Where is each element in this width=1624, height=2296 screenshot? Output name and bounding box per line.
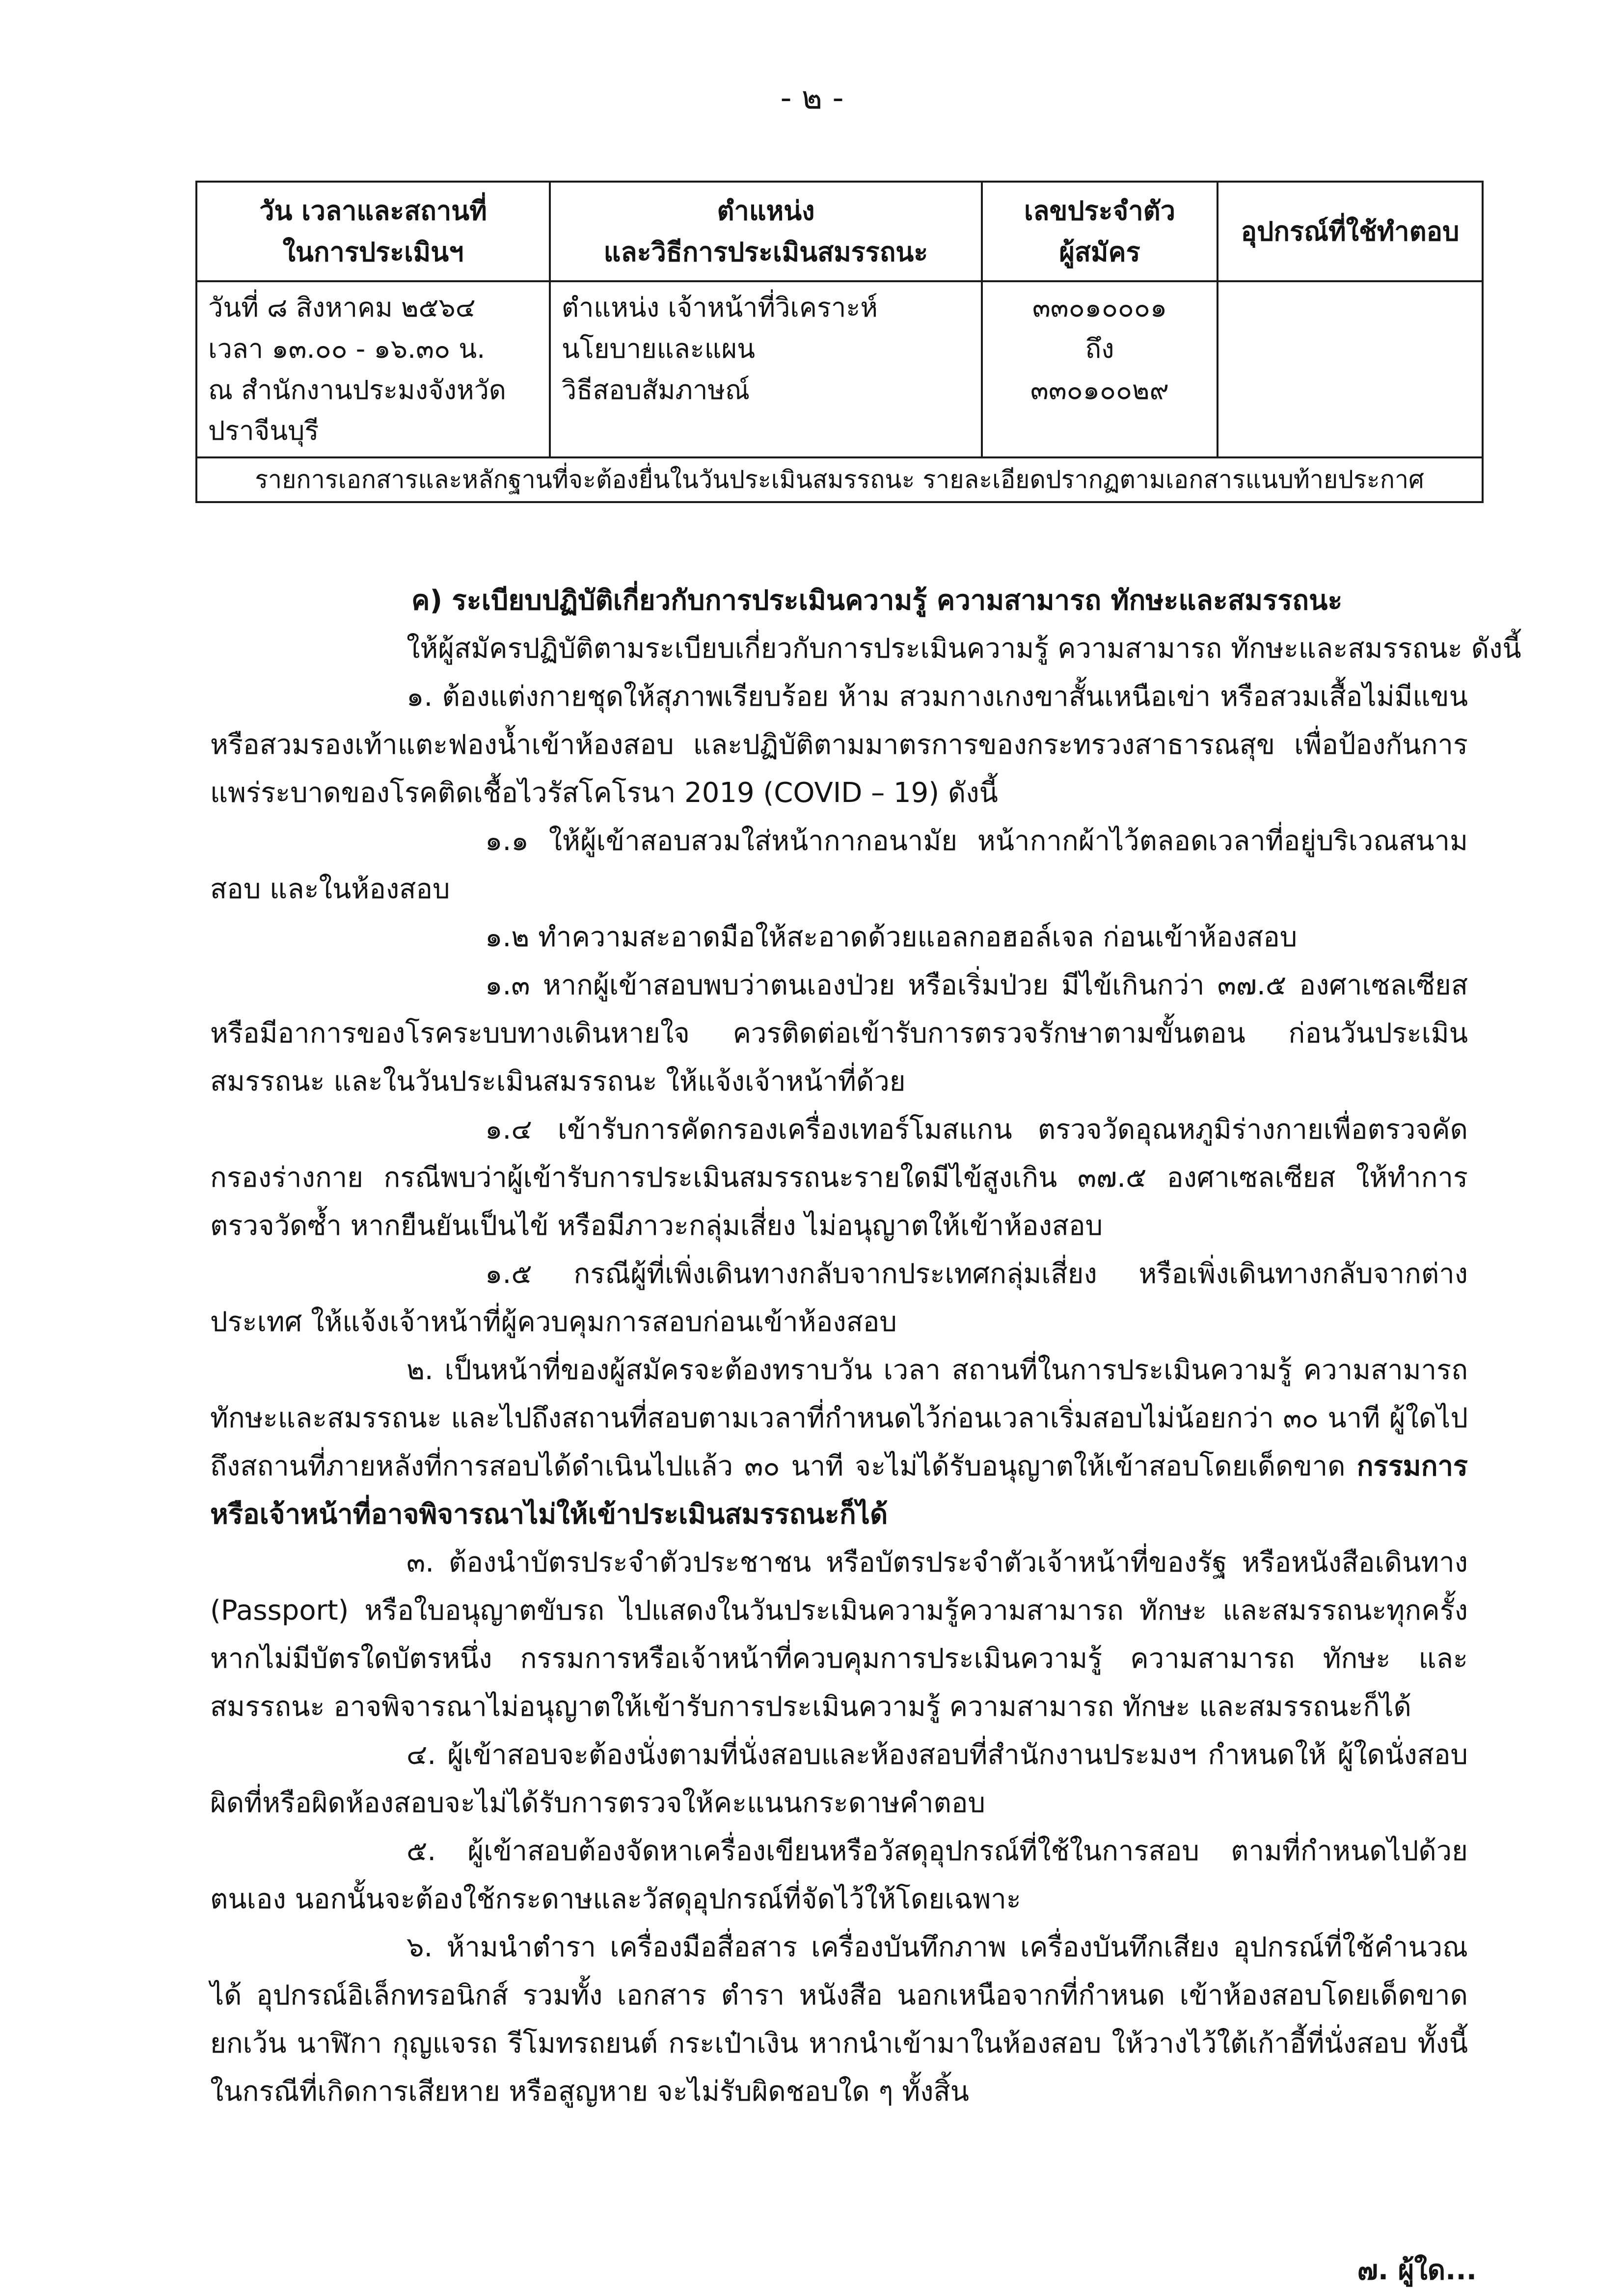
exam-schedule-table (195, 181, 1484, 503)
header-line: ผู้สมัคร (1059, 236, 1140, 267)
rule-1-3: ๑.๓ หากผู้เข้าสอบพบว่าตนเองป่วย หรือเริ่มป่วย มีไข้เกินกว่า ๓๗.๕ องศาเซลเซียส หรือมีอาการของโรคระบบทางเดินหายใจ ควรติดต่อเข้ารับการตรวจรักษาตามขั้นตอน ก่อนวันประเมินสมรรถนะ และในวันประเมินสมรรถนะ ให้แจ้งเจ้าหน้าที่ด้วย (210, 969, 1468, 1097)
rule-6: ๖. ห้ามนำตำรา เครื่องมือสื่อสาร เครื่องบันทึกภาพ เครื่องบันทึกเสียง อุปกรณ์ที่ใช้คำนวณได้ อุปกรณ์อิเล็กทรอนิกส์ รวมทั้ง เอกสาร ตำรา หนังสือ นอกเหนือจากที่กำหนด เข้าห้องสอบโดยเด็ดขาด ยกเว้น นาฬิกา กุญแจรถ รีโมทรถยนต์ กระเป๋าเงิน หากนำเข้ามาในห้องสอบ ให้วางไว้ใต้เก้าอี้ที่นั่งสอบ ทั้งนี้ ในกรณีที่เกิดการเสียหาย หรือสูญหาย จะไม่รับผิดชอบใด ๆ ทั้งสิ้น (210, 1931, 1468, 2108)
cell-position-method (550, 281, 982, 457)
cell-line: วันที่ ๘ สิงหาคม ๒๕๖๔ (208, 292, 476, 323)
page-number: - ๒ - (780, 80, 844, 116)
header-applicant-ids (982, 182, 1218, 281)
cell-line: ตำแหน่ง เจ้าหน้าที่วิเคราะห์ (562, 292, 878, 323)
header-line: วัน เวลาและสถานที่ (259, 195, 487, 226)
table-header-row (196, 182, 1483, 281)
cell-line: ปราจีนบุรี (208, 415, 319, 447)
cell-equipment (1218, 281, 1483, 457)
cell-line: ณ สำนักงานประมงจังหวัด (208, 374, 506, 405)
rule-2 (210, 1346, 1468, 1539)
header-equipment (1218, 182, 1483, 281)
cell-line: ถึง (1085, 333, 1114, 365)
header-line: เลขประจำตัว (1024, 195, 1176, 226)
rule-1-5: ๑.๕ กรณีผู้ที่เพิ่งเดินทางกลับจากประเทศกลุ่มเสี่ยง หรือเพิ่งเดินทางกลับจากต่างประเทศ ให้แจ้งเจ้าหน้าที่ผู้ควบคุมการสอบก่อนเข้าห้องสอบ (210, 1258, 1468, 1338)
cell-line: ๓๓๐๑๐๐๒๙ (1030, 374, 1169, 405)
section-heading: ค) ระเบียบปฏิบัติเกี่ยวกับการประเมินความรู้ ความสามารถ ทักษะและสมรรถนะ (411, 585, 1343, 616)
header-line: ตำแหน่ง (717, 195, 815, 226)
section-intro: ให้ผู้สมัครปฏิบัติตามระเบียบเกี่ยวกับการประเมินความรู้ ความสามารถ ทักษะและสมรรถนะ ดังนี้ (406, 633, 1521, 665)
header-line: ในการประเมินฯ (282, 236, 464, 267)
rule-1-2: ๑.๒ ทำความสะอาดมือให้สะอาดด้วยแอลกอฮอล์เจล ก่อนเข้าห้องสอบ (485, 921, 1298, 953)
header-position-method (550, 182, 982, 281)
documents-note: รายการเอกสารและหลักฐานที่จะต้องยื่นในวันประเมินสมรรถนะ รายละเอียดปรากฏตามเอกสารแนบท้ายประกาศ (196, 457, 1483, 502)
cell-line: เวลา ๑๓.๐๐ - ๑๖.๓๐ น. (208, 333, 486, 365)
cell-applicant-ids (982, 281, 1218, 457)
rule-1-4: ๑.๔ เข้ารับการคัดกรองเครื่องเทอร์โมสแกน ตรวจวัดอุณหภูมิร่างกายเพื่อตรวจคัดกรองร่างกาย กรณีพบว่าผู้เข้ารับการประเมินสมรรถนะรายใดมีไข้สูงเกิน ๓๗.๕ องศาเซลเซียส ให้ทำการตรวจวัดซ้ำ หากยืนยันเป็นไข้ หรือมีภาวะกลุ่มเสี่ยง ไม่อนุญาตให้เข้าห้องสอบ (210, 1114, 1468, 1242)
rule-2-text: ๒. เป็นหน้าที่ของผู้สมัครจะต้องทราบวัน เวลา สถานที่ในการประเมินความรู้ ความสามารถ ทักษะและสมรรถนะ และไปถึงสถานที่สอบตามเวลาที่กำหนดไว้ก่อนเวลาเริ่มสอบไม่น้อยกว่า ๓๐ นาที ผู้ใดไปถึงสถานที่ภายหลังที่การสอบได้ดำเนินไปแล้ว ๓๐ นาที จะไม่ได้รับอนุญาตให้เข้าสอบโดยเด็ดขาด (210, 1354, 1468, 1482)
table-footer-row (196, 457, 1483, 502)
cell-line: นโยบายและแผน (562, 333, 756, 365)
rule-3: ๓. ต้องนำบัตรประจำตัวประชาชน หรือบัตรประจำตัวเจ้าหน้าที่ของรัฐ หรือหนังสือเดินทาง (Passport) หรือใบอนุญาตขับรถ ไปแสดงในวันประเมินความรู้ความสามารถ ทักษะ และสมรรถนะทุกครั้ง หากไม่มีบัตรใดบัตรหนึ่ง กรรมการหรือเจ้าหน้าที่ควบคุมการประเมินความรู้ ความสามารถ ทักษะ และสมรรถนะ อาจพิจารณาไม่อนุญาตให้เข้ารับการประเมินความรู้ ความสามารถ ทักษะ และสมรรถนะก็ได้ (210, 1547, 1468, 1723)
header-datetime-place (196, 182, 550, 281)
rule-1-1: ๑.๑ ให้ผู้เข้าสอบสวมใส่หน้ากากอนามัย หน้ากากผ้าไว้ตลอดเวลาที่อยู่บริเวณสนามสอบ และในห้องสอบ (210, 825, 1468, 905)
next-page-hint: ๗. ผู้ใด... (1357, 2254, 1477, 2286)
cell-datetime-place (196, 281, 550, 457)
rule-5: ๕. ผู้เข้าสอบต้องจัดหาเครื่องเขียนหรือวัสดุอุปกรณ์ที่ใช้ในการสอบ ตามที่กำหนดไปด้วยตนเอง นอกนั้นจะต้องใช้กระดาษและวัสดุอุปกรณ์ที่จัดไว้ให้โดยเฉพาะ (210, 1835, 1468, 1915)
cell-line: วิธีสอบสัมภาษณ์ (562, 374, 750, 405)
header-line: และวิธีการประเมินสมรรถนะ (603, 236, 928, 267)
cell-line: ๓๓๐๑๐๐๐๑ (1032, 292, 1167, 323)
rule-2-bold-warning: กรรมการหรือเจ้าหน้าที่อาจพิจารณาไม่ให้เข้าประเมินสมรรถนะก็ได้ (210, 1450, 1468, 1530)
rule-1: ๑. ต้องแต่งกายชุดให้สุภาพเรียบร้อย ห้าม สวมกางเกงขาสั้นเหนือเข่า หรือสวมเสื้อไม่มีแขน หรือสวมรองเท้าแตะฟองน้ำเข้าห้องสอบ และปฏิบัติตามมาตรการของกระทรวงสาธารณสุข เพื่อป้องกันการแพร่ระบาดของโรคติดเชื้อไวรัสโคโรนา 2019 (COVID – 19) ดังนี้ (210, 681, 1468, 809)
table-row (196, 281, 1483, 457)
rule-4: ๔. ผู้เข้าสอบจะต้องนั่งตามที่นั่งสอบและห้องสอบที่สำนักงานประมงฯ กำหนดให้ ผู้ใดนั่งสอบผิดที่หรือผิดห้องสอบจะไม่ได้รับการตรวจให้คะแนนกระดาษคำตอบ (210, 1739, 1468, 1819)
regulations-section (210, 577, 1521, 2116)
header-line: อุปกรณ์ที่ใช้ทำตอบ (1241, 215, 1460, 247)
